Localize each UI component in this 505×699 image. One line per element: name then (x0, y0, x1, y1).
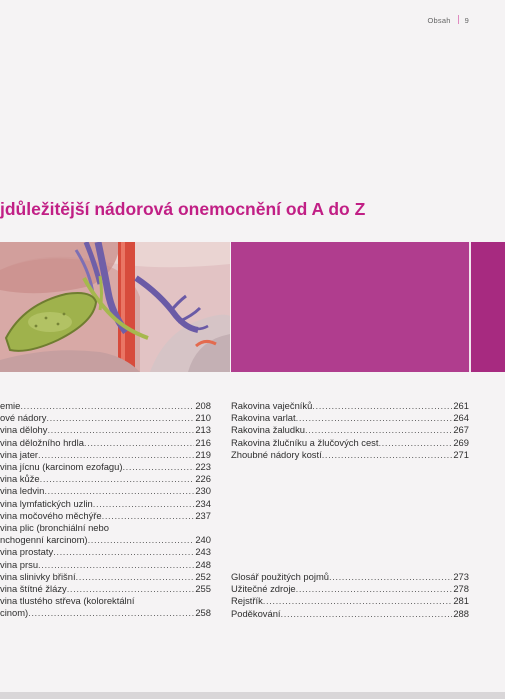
toc-entry-title: Glosář použitých pojmů (231, 571, 329, 583)
toc-entry-page: 273 (453, 571, 469, 583)
toc-entry-page: 213 (195, 424, 211, 436)
leader-dots (329, 571, 452, 583)
toc-entry (231, 449, 469, 461)
toc-entry-page: 288 (453, 607, 469, 619)
leader-dots (47, 424, 194, 436)
toc-entry-title: vina děložního hrdla (0, 436, 84, 448)
toc-entry-title: vina lymfatických uzlin (0, 497, 93, 509)
leader-dots (296, 583, 453, 595)
toc-entry (0, 498, 211, 510)
leader-dots (88, 534, 195, 546)
toc-entry-title: vina močového měchýře (0, 509, 102, 521)
toc-entry-page: 223 (195, 461, 211, 473)
toc-entry-title: vina prsu (0, 558, 39, 570)
running-head-divider (458, 15, 459, 24)
toc-entry (231, 412, 469, 424)
column-spacer (231, 461, 469, 571)
toc-entry-title: vina štítné žlázy (0, 583, 67, 595)
toc-entry (231, 437, 469, 449)
leader-dots (53, 546, 194, 558)
toc-entry-page: 216 (195, 436, 211, 448)
toc-entry-title: Rejstřík (231, 595, 263, 607)
toc-entry-page: 210 (195, 412, 211, 424)
leader-dots (322, 449, 453, 461)
toc-entry-title: Rakovina vaječníků (231, 400, 313, 411)
toc-entry (231, 400, 469, 412)
anatomical-illustration (0, 242, 230, 372)
toc-entry-page: 269 (453, 436, 469, 448)
leader-dots (38, 449, 194, 461)
toc-entry-page: 219 (195, 448, 211, 460)
running-head-page-number: 9 (464, 16, 469, 25)
toc-entry (231, 595, 469, 607)
toc-entry (0, 571, 211, 583)
toc-entry-page: 252 (195, 570, 211, 582)
toc-entry (0, 473, 211, 485)
leader-dots (305, 424, 452, 436)
toc-entry (0, 449, 211, 461)
anatomy-drawing (0, 242, 230, 372)
toc-entry-page: 267 (453, 424, 469, 436)
toc-entry-page: 248 (195, 558, 211, 570)
leader-dots (44, 485, 194, 497)
leader-dots (76, 571, 195, 583)
toc-entry-title: Rakovina varlat (231, 412, 296, 424)
leader-dots (312, 400, 452, 412)
leader-dots (296, 412, 453, 424)
toc-entry-title: Poděkování (231, 607, 281, 619)
toc-entry-page: 261 (453, 400, 469, 411)
toc-entry (0, 461, 211, 473)
toc-entry (0, 583, 211, 595)
toc-left-column (0, 400, 211, 620)
running-head-section: Obsah (427, 16, 451, 25)
toc-entry (0, 534, 211, 546)
toc-entry-title: vina slinivky břišní (0, 570, 76, 582)
toc-entry (0, 412, 211, 424)
toc-entry (0, 546, 211, 558)
toc-entry-page: 237 (195, 509, 211, 521)
toc-entry-title: emie (0, 400, 21, 411)
toc-entry-page: 230 (195, 485, 211, 497)
toc-entry-title: ové nádory (0, 412, 47, 424)
toc-entry-title: vina jícnu (karcinom ezofagu) (0, 461, 123, 473)
toc-entry (0, 559, 211, 571)
toc-entry (0, 437, 211, 449)
toc-entry-title: vina ledvin (0, 485, 45, 497)
toc-entry-page: 278 (453, 583, 469, 595)
toc-entry (231, 608, 469, 620)
leader-dots (28, 607, 194, 619)
toc-entry-page: 240 (195, 534, 211, 546)
magenta-color-band (231, 242, 469, 372)
toc-entry-title: Užitečné zdroje (231, 583, 296, 595)
toc-entry-title: Rakovina žaludku (231, 424, 306, 436)
toc-entry (0, 400, 211, 412)
toc-entry-page: 234 (195, 497, 211, 509)
toc-entry (231, 424, 469, 436)
toc-entry-title: vina prostaty (0, 546, 54, 558)
toc-entry-title: vina kůže (0, 473, 40, 485)
leader-dots (20, 400, 194, 412)
toc-entry-page: 243 (195, 546, 211, 558)
leader-dots (281, 608, 453, 620)
toc-entry (0, 510, 211, 522)
toc-entry-page: 258 (195, 607, 211, 619)
leader-dots (378, 437, 452, 449)
toc-entry-title-line: vina plic (bronchiální nebo (0, 522, 109, 534)
leader-dots (38, 559, 194, 571)
running-head (428, 15, 469, 25)
chapter-title: jdůležitější nádorová onemocnění od A do Z (0, 199, 366, 219)
toc-entry (231, 571, 469, 583)
leader-dots (84, 437, 194, 449)
toc-entry-page: 255 (195, 583, 211, 595)
toc-entry-title: nchogenní karcinom) (0, 534, 88, 546)
leader-dots (122, 461, 194, 473)
leader-dots (67, 583, 195, 595)
toc-entry (0, 424, 211, 436)
leader-dots (46, 412, 194, 424)
toc-entry-title: vina dělohy (0, 424, 48, 436)
toc-entry-title: cinom) (0, 607, 29, 619)
toc-entry-title-line: vina tlustého střeva (kolorektální (0, 595, 135, 607)
toc-entry (231, 583, 469, 595)
toc-entry-title: Zhoubné nádory kostí (231, 448, 322, 460)
toc-entry-page: 208 (195, 400, 211, 411)
dark-magenta-edge-band (471, 242, 505, 372)
leader-dots (93, 498, 195, 510)
page-bottom-edge (0, 692, 505, 699)
toc-right-column (231, 400, 469, 620)
leader-dots (102, 510, 195, 522)
toc-entry-page: 226 (195, 473, 211, 485)
toc-entry-page: 281 (453, 595, 469, 607)
toc-entry-title: Rakovina žlučníku a žlučových cest (231, 436, 379, 448)
toc-entry (0, 607, 211, 619)
toc-entry-title: vina jater (0, 448, 39, 460)
leader-dots (263, 595, 453, 607)
leader-dots (40, 473, 195, 485)
toc-entry-page: 271 (453, 448, 469, 460)
toc-entry (0, 485, 211, 497)
toc-entry-page: 264 (453, 412, 469, 424)
